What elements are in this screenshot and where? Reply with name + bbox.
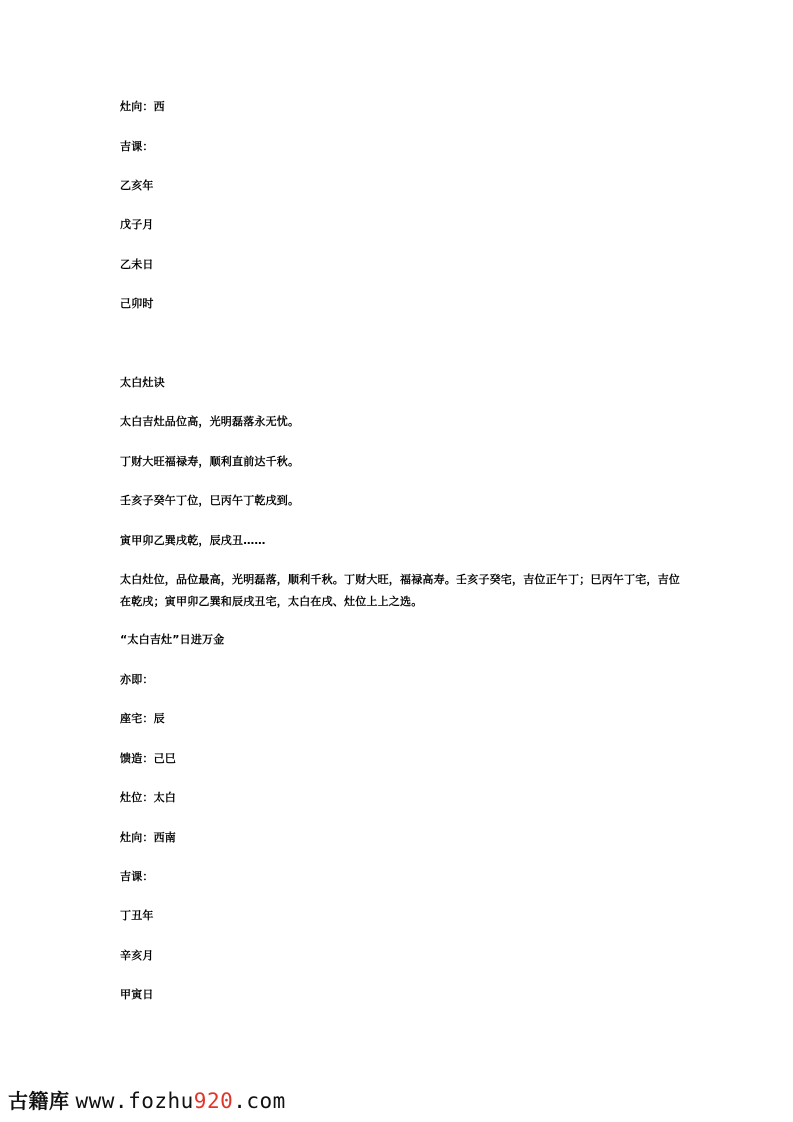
verse-line-4: 寅甲卯乙巽戌乾，辰戌丑……: [120, 534, 266, 547]
hour-line: 己卯时: [120, 297, 154, 310]
watermark-name: 古籍库: [8, 1089, 70, 1113]
subheading: “太白吉灶”日进万金: [120, 633, 225, 646]
stove-position-line: 灶位：太白: [120, 791, 176, 804]
watermark-url-suffix: .com: [233, 1089, 286, 1113]
verse-line-3: 壬亥子癸午丁位，巳丙午丁乾戌到。: [120, 494, 300, 507]
house-orientation-line: 座宅：辰: [120, 712, 165, 725]
auspicious-schedule-label-2: 吉课：: [120, 870, 154, 883]
day-line: 乙未日: [120, 258, 154, 271]
watermark-url[interactable]: [76, 1089, 286, 1113]
site-watermark: [8, 1085, 286, 1114]
month-line: 戊子月: [120, 218, 154, 231]
day-line-2: 甲寅日: [120, 988, 154, 1001]
watermark-url-number: 920: [193, 1089, 234, 1113]
explanation-paragraph: 太白灶位，品位最高，光明磊落，顺利千秋。丁财大旺，福禄高寿。壬亥子癸宅，吉位正午丁；巳丙午丁宅，吉位在乾戌；寅甲卯乙巽和辰戌丑宅，太白在戌、灶位上上之选。: [120, 573, 680, 608]
construction-line: 馈造：己巳: [120, 752, 176, 765]
stove-direction-line-2: 灶向：西南: [120, 831, 176, 844]
verse-line-1: 太白吉灶品位高，光明磊落永无忧。: [120, 415, 300, 428]
watermark-url-prefix: www.fozhu: [75, 1089, 194, 1113]
namely-label: 亦即：: [120, 673, 154, 686]
month-line-2: 辛亥月: [120, 949, 154, 962]
year-line-2: 丁丑年: [120, 909, 154, 922]
verse-line-2: 丁财大旺福禄寿，顺利直前达千秋。: [120, 455, 300, 468]
section-title: 太白灶诀: [120, 376, 165, 389]
year-line: 乙亥年: [120, 179, 154, 192]
auspicious-schedule-label: 吉课：: [120, 140, 154, 153]
stove-direction-line: 灶向：西: [120, 100, 165, 113]
